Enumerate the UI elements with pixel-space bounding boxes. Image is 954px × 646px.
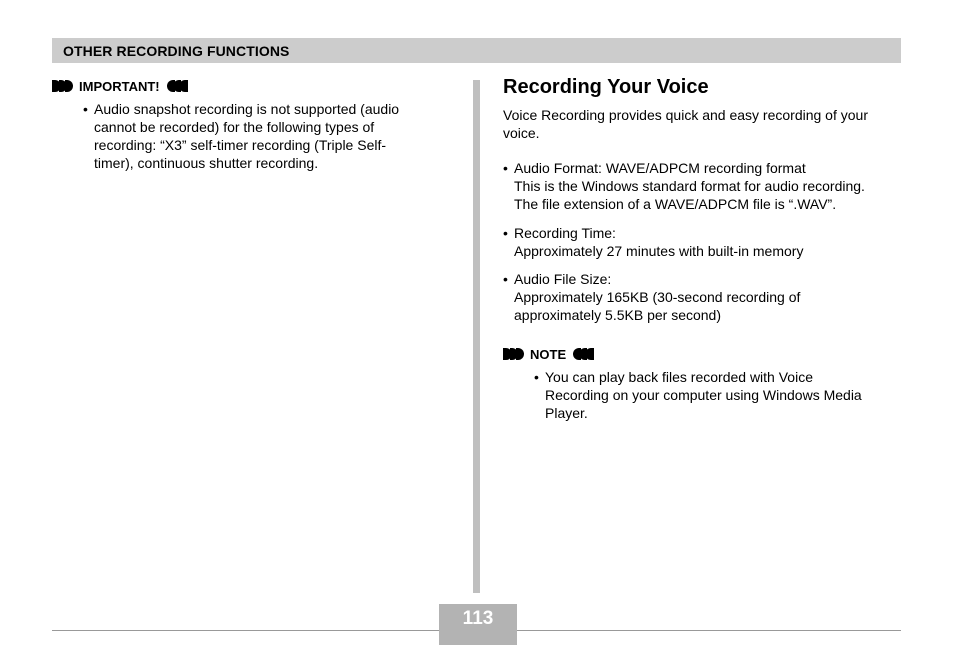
spec-audio-format <box>503 159 903 213</box>
text-line: Recording on your computer using Windows Media <box>545 387 862 403</box>
text-line: Player. <box>545 405 588 421</box>
column-divider <box>473 80 480 593</box>
text-line: Approximately 27 minutes with built-in memory <box>514 243 804 259</box>
arrows-right-icon <box>503 348 525 360</box>
header-title: OTHER RECORDING FUNCTIONS <box>63 43 290 59</box>
text-line: This is the Windows standard format for audio recording. <box>514 178 865 194</box>
arrows-left-icon <box>166 80 188 92</box>
text-line: Audio File Size: <box>514 271 612 287</box>
note-label-text: NOTE <box>530 346 567 362</box>
arrows-left-icon <box>572 348 594 360</box>
note-label <box>503 346 594 362</box>
spec-bullet-item <box>503 270 903 324</box>
important-label-text: IMPORTANT! <box>79 78 160 94</box>
bullet-dot: • <box>503 271 508 287</box>
bullet-dot: • <box>503 225 508 241</box>
bullet-dot: • <box>83 101 88 117</box>
page-number-box <box>439 604 517 645</box>
text-line: Audio snapshot recording is not supported (audio <box>94 101 400 117</box>
text-line: timer), continuous shutter recording. <box>94 155 319 171</box>
spec-audio-file-size <box>503 270 903 324</box>
important-note <box>83 100 453 172</box>
spec-bullet-item <box>503 159 903 213</box>
text-line: Recording Time: <box>514 225 616 241</box>
page-number: 113 <box>462 608 494 629</box>
text-line: recording: “X3” self-timer recording (Triple Self- <box>94 137 387 153</box>
note-text <box>534 368 899 422</box>
spec-bullet-item <box>503 224 903 260</box>
spec-recording-time <box>503 224 903 260</box>
bullet-dot: • <box>534 369 539 385</box>
text-line: Voice Recording provides quick and easy recording of your <box>503 107 868 123</box>
header-bar <box>52 38 901 63</box>
text-line: approximately 5.5KB per second) <box>514 307 721 323</box>
intro-paragraph <box>503 106 903 142</box>
text-line: Audio Format: WAVE/ADPCM recording format <box>514 160 806 176</box>
text-line: You can play back files recorded with Voice <box>545 369 813 385</box>
text-line: voice. <box>503 125 540 141</box>
bullet-dot: • <box>503 160 508 176</box>
important-label <box>52 78 188 94</box>
note-bullet-item <box>534 368 899 422</box>
text-line: The file extension of a WAVE/ADPCM file is “.WAV”. <box>514 196 837 212</box>
arrows-right-icon <box>52 80 74 92</box>
text-line: cannot be recorded) for the following types of <box>94 119 375 135</box>
text-line: Approximately 165KB (30-second recording of <box>514 289 801 305</box>
important-bullet-item <box>83 100 453 172</box>
section-title: Recording Your Voice <box>503 76 709 98</box>
